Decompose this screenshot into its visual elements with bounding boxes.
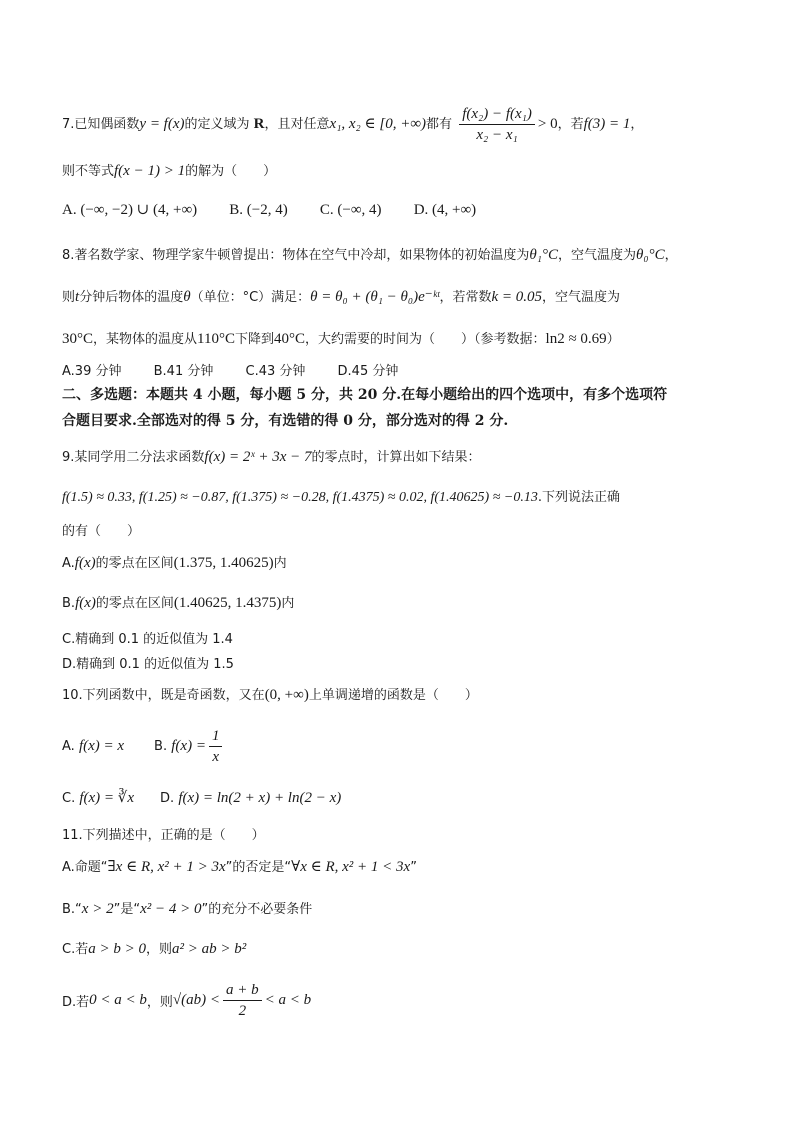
q8-text: （单位：°C）满足： bbox=[190, 290, 311, 305]
q10-interval: (0, +∞) bbox=[264, 687, 309, 703]
q9-text: 的零点在区间 bbox=[95, 556, 174, 571]
q9-option-c[interactable]: C.精确到 0.1 的近似值为 1.4 bbox=[62, 632, 233, 647]
q10-text: 上单调递增的函数是（ ） bbox=[308, 688, 478, 703]
q7-line1 bbox=[62, 104, 643, 145]
q8-var-theta: θ bbox=[183, 289, 191, 305]
q8-temp: 40°C bbox=[274, 331, 306, 347]
q7-frac-den: x₂ − x₁ bbox=[476, 127, 518, 143]
q7-text: 7.已知偶函数 bbox=[62, 117, 140, 132]
q9-func: f(x) = 2ˣ + 3x − 7 bbox=[204, 449, 312, 465]
q8-option-d[interactable]: D.45 分钟 bbox=[337, 364, 399, 379]
q7-text: ，若 bbox=[557, 117, 584, 132]
q9-option-a[interactable] bbox=[62, 552, 287, 572]
q9-text: 的零点时，计算出如下结果： bbox=[311, 450, 481, 465]
q8-text: ， bbox=[664, 248, 678, 263]
q8-line3 bbox=[62, 328, 620, 348]
q11-condition: 0 < a < b bbox=[89, 992, 147, 1008]
q9-option-label: B. bbox=[62, 596, 76, 611]
q7-domain: x₁, x₂ ∈ [0, +∞) bbox=[329, 116, 427, 132]
q11-text: ，则 bbox=[146, 995, 173, 1010]
q8-option-c[interactable]: C.43 分钟 bbox=[245, 364, 306, 379]
q11-option-d[interactable] bbox=[62, 980, 311, 1021]
q9-line2 bbox=[62, 486, 620, 506]
q10-option-a[interactable] bbox=[62, 738, 124, 755]
q8-text: ，某物体的温度从 bbox=[93, 332, 198, 347]
q9-option-b[interactable] bbox=[62, 592, 294, 612]
q7-frac-num: f(x₂) − f(x₁) bbox=[459, 104, 535, 125]
q8-var-t: t bbox=[75, 289, 80, 305]
q10-option-b[interactable] bbox=[154, 726, 225, 767]
q11-text: ” bbox=[410, 860, 417, 875]
q10-option-label: B. bbox=[154, 739, 168, 754]
q10-line1 bbox=[62, 684, 478, 704]
q10-func: f(x) = x bbox=[78, 738, 125, 754]
q9-text: .下列说法正确 bbox=[537, 490, 620, 505]
q11-negation: ∀x ∈ R, x² + 1 < 3x bbox=[291, 859, 411, 875]
q11-text: B.“ bbox=[62, 902, 82, 917]
q11-chain: < a < b bbox=[264, 992, 312, 1008]
q10-options-cd bbox=[62, 788, 341, 807]
q9-line3: 的有（ ） bbox=[62, 524, 141, 539]
q8-line1 bbox=[62, 244, 678, 264]
q7-text: 的解为（ ） bbox=[185, 164, 277, 179]
q10-frac-den: x bbox=[212, 749, 220, 765]
q9-text: 内 bbox=[281, 596, 295, 611]
q11-frac-den: 2 bbox=[238, 1003, 247, 1019]
q7-inequality: f(x − 1) > 1 bbox=[114, 163, 186, 179]
q11-proposition: ∃x ∈ R, x² + 1 > 3x bbox=[107, 859, 226, 875]
q11-text: ”是“ bbox=[113, 902, 141, 917]
q9-text: 的零点在区间 bbox=[95, 596, 174, 611]
q11-condition: a > b > 0 bbox=[88, 941, 146, 957]
q8-text: ，空气温度为 bbox=[542, 290, 621, 305]
q7-line2 bbox=[62, 160, 276, 180]
q9-interval: (1.375, 1.40625) bbox=[173, 555, 274, 571]
q9-option-d[interactable]: D.精确到 0.1 的近似值为 1.5 bbox=[62, 657, 234, 672]
q11-text: C.若 bbox=[62, 942, 89, 957]
q7-func: y = f(x) bbox=[139, 116, 185, 132]
q8-text: ，若常数 bbox=[439, 290, 492, 305]
q8-air-temp: θ₀°C bbox=[636, 247, 665, 263]
q11-condition: x > 2 bbox=[81, 901, 114, 917]
q10-func: f(x) = ∛x bbox=[79, 790, 135, 806]
q11-option-c[interactable] bbox=[62, 938, 246, 958]
q7-text: ， bbox=[630, 117, 644, 132]
q11-sqrt: √(ab) < bbox=[172, 992, 221, 1008]
q11-fraction bbox=[223, 980, 262, 1021]
q9-option-label: A. bbox=[62, 556, 75, 571]
q9-func: f(x) bbox=[74, 555, 96, 571]
q8-initial-temp: θ₁°C bbox=[529, 247, 558, 263]
q8-formula: θ = θ₀ + (θ₁ − θ₀)e⁻ᵏᵗ bbox=[310, 289, 440, 305]
q9-text: 9.某同学用二分法求函数 bbox=[62, 450, 205, 465]
q9-values: f(1.5) ≈ 0.33, f(1.25) ≈ −0.87, f(1.375) ≈ −0.28, f(1.4375) ≈ 0.02, f(1.40625) ≈ −0.13 bbox=[62, 490, 538, 505]
q7-text: ，且对任意 bbox=[264, 117, 330, 132]
q8-option-b[interactable]: B.41 分钟 bbox=[153, 364, 214, 379]
q9-text: 内 bbox=[273, 556, 287, 571]
q10-option-label: D. bbox=[160, 791, 175, 806]
q7-option-d[interactable]: D. (4, +∞) bbox=[413, 202, 477, 218]
q8-text: ，大约需要的时间为（ ）（参考数据： bbox=[305, 332, 546, 347]
q8-text: 8.著名数学家、物理学家牛顿曾提出：物体在空气中冷却，如果物体的初始温度为 bbox=[62, 248, 530, 263]
q8-temp: 110°C bbox=[197, 331, 235, 347]
q9-func: f(x) bbox=[75, 595, 96, 611]
q11-text: ”的否定是“ bbox=[225, 860, 292, 875]
q10-option-c[interactable] bbox=[62, 791, 134, 806]
q11-text: ，则 bbox=[145, 942, 172, 957]
q7-options bbox=[62, 200, 504, 219]
q10-func: f(x) = bbox=[171, 738, 206, 754]
q7-option-b[interactable]: B. (−2, 4) bbox=[229, 202, 288, 218]
q10-text: 10.下列函数中，既是奇函数，又在 bbox=[62, 688, 265, 703]
q11-text: A.命题“ bbox=[62, 860, 108, 875]
q8-text: 分钟后物体的温度 bbox=[79, 290, 184, 305]
q10-option-label: C. bbox=[62, 791, 76, 806]
q7-option-c[interactable]: C. (−∞, 4) bbox=[319, 202, 382, 218]
q7-frac-tail: > 0 bbox=[537, 116, 558, 132]
q7-text: 则不等式 bbox=[62, 164, 115, 179]
q8-line2 bbox=[62, 286, 620, 306]
q8-temp: 30°C bbox=[62, 331, 94, 347]
q11-condition: x² − 4 > 0 bbox=[140, 901, 202, 917]
q7-given: f(3) = 1 bbox=[583, 116, 631, 132]
q7-option-a[interactable]: A. (−∞, −2) ∪ (4, +∞) bbox=[62, 202, 198, 218]
q11-text: ”的充分不必要条件 bbox=[201, 902, 313, 917]
q10-frac-num: 1 bbox=[209, 726, 223, 747]
q7-text: 的定义域为 bbox=[184, 117, 250, 132]
q11-text: D.若 bbox=[62, 995, 90, 1010]
q8-option-a[interactable]: A.39 分钟 bbox=[62, 364, 122, 379]
q11-frac-num: a + b bbox=[223, 980, 262, 1001]
q10-fraction bbox=[209, 726, 223, 767]
q10-option-d[interactable] bbox=[160, 791, 341, 806]
q7-set-R: R bbox=[253, 116, 265, 132]
section-heading-line2: 合题目要求.全部选对的得 5 分，有选错的得 0 分，部分选对的得 2 分. bbox=[62, 413, 509, 429]
q7-fraction bbox=[459, 104, 535, 145]
q8-reference: ln2 ≈ 0.69 bbox=[545, 331, 607, 347]
q8-options bbox=[62, 360, 426, 379]
q10-option-label: A. bbox=[62, 739, 75, 754]
q8-text: ） bbox=[606, 332, 620, 347]
q10-options-ab bbox=[62, 726, 225, 767]
q11-option-b[interactable] bbox=[62, 898, 312, 918]
section-heading-line1: 二、多选题：本题共 4 小题，每小题 5 分，共 20 分.在每小题给出的四个选项中，有多个选项符 bbox=[62, 387, 668, 403]
q9-interval: (1.40625, 1.4375) bbox=[173, 595, 282, 611]
q11-option-a[interactable] bbox=[62, 856, 417, 876]
q11-conclusion: a² > ab > b² bbox=[171, 941, 247, 957]
q8-text: 下降到 bbox=[234, 332, 274, 347]
q11-line1: 11.下列描述中，正确的是（ ） bbox=[62, 828, 265, 843]
q9-line1 bbox=[62, 446, 481, 466]
q8-text: ，空气温度为 bbox=[558, 248, 637, 263]
q8-constant-k: k = 0.05 bbox=[491, 289, 542, 305]
q8-text: 则 bbox=[62, 290, 76, 305]
q10-func: f(x) = ln(2 + x) + ln(2 − x) bbox=[178, 790, 342, 806]
q7-text: 都有 bbox=[426, 117, 453, 132]
